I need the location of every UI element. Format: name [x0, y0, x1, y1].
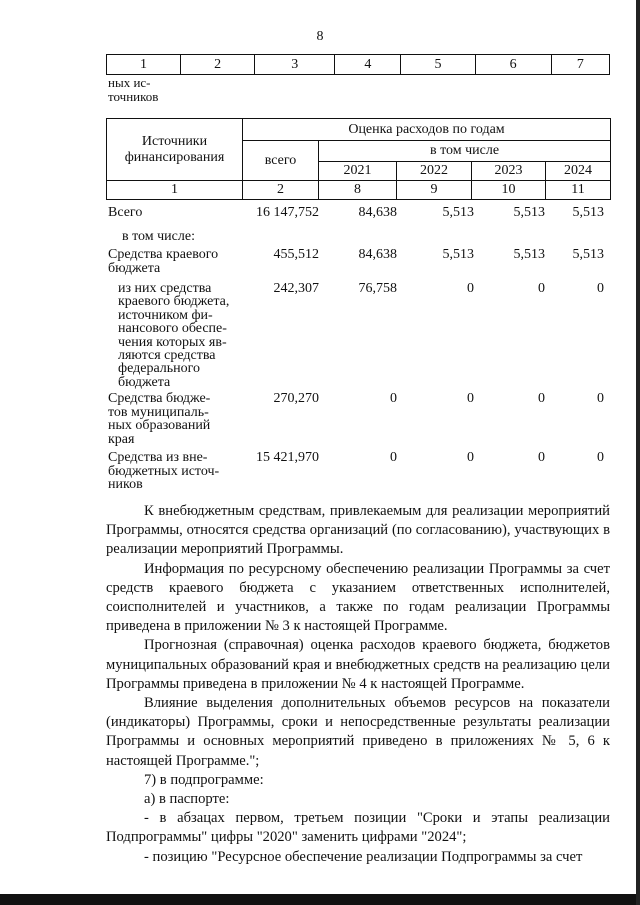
- header-cell: 6: [475, 55, 551, 75]
- finance-table: [106, 118, 611, 200]
- header-cell: 7: [551, 55, 609, 75]
- cell-2023: 5,513: [513, 247, 545, 262]
- header-cell: 5: [401, 55, 475, 75]
- cell-2022: 5,513: [442, 205, 474, 220]
- page-number: 8: [316, 29, 324, 44]
- header-cell: 3: [255, 55, 335, 75]
- col-header-source: Источники финансирования: [107, 119, 243, 181]
- cell-2021: 84,638: [358, 205, 397, 220]
- body-text: [106, 502, 610, 867]
- column-number-header: [106, 54, 610, 75]
- cell-2022: 0: [467, 281, 474, 296]
- row-label: в том числе:: [122, 229, 195, 244]
- paragraph: Прогнозная (справочная) оценка расходов краевого бюджета, бюджетов муниципальных образований края и внебюджетных средств на реализацию цели Программы приведена в приложении № 4 к настоящей Программе.: [106, 637, 610, 692]
- cell-2021: 84,638: [358, 247, 397, 262]
- col-header-year: 2024: [546, 162, 611, 181]
- cell-total: 242,307: [273, 281, 319, 296]
- col-number: 11: [546, 181, 611, 200]
- cell-2024: 0: [597, 450, 604, 465]
- header-cell: 4: [335, 55, 401, 75]
- cell-2024: 5,513: [572, 247, 604, 262]
- col-header-year: 2022: [397, 162, 472, 181]
- row-label: Средства бюдже- тов муниципаль- ных образований края: [108, 391, 211, 447]
- col-header-estimate: Оценка расходов по годам: [243, 119, 611, 141]
- row-label: Средства краевого бюджета: [108, 247, 219, 276]
- paragraph: 7) в подпрограмме:: [144, 771, 264, 788]
- header-cell: 2: [181, 55, 255, 75]
- cell-2021: 76,758: [358, 281, 397, 296]
- cell-2021: 0: [390, 391, 397, 406]
- col-number: 9: [397, 181, 472, 200]
- cell-2022: 0: [467, 450, 474, 465]
- cell-2022: 0: [467, 391, 474, 406]
- cell-total: 455,512: [273, 247, 319, 262]
- cell-2023: 5,513: [513, 205, 545, 220]
- scan-bottom-edge: [0, 894, 640, 905]
- col-header-year: 2023: [472, 162, 546, 181]
- scan-right-edge: [636, 0, 640, 905]
- cell-2024: 0: [597, 391, 604, 406]
- row-label: Всего: [108, 205, 143, 220]
- paragraph: Информация по ресурсному обеспечению реализации Программы за счет средств краевого бюджета с указанием ответственных исполнителей, соисполнителей и участников, а также по годам реализации Программы приведена в приложении № 3 к настоящей Программе.: [106, 560, 610, 635]
- cell-2024: 0: [597, 281, 604, 296]
- cell-2023: 0: [538, 450, 545, 465]
- cell-2024: 5,513: [572, 205, 604, 220]
- row-label: из них средства краевого бюджета, источником фи- нансового обеспе- чения которых яв- ляются средства федерального бюджета: [118, 281, 230, 390]
- col-header-year: 2021: [319, 162, 397, 181]
- cell-2021: 0: [390, 450, 397, 465]
- paragraph: Влияние выделения дополнительных объемов ресурсов на показатели (индикаторы) Программы, сроки и непосредственные результаты реализации Программы и основных мероприятий приведено в приложениях № 5, 6 к настоящей Программе.";: [106, 695, 610, 769]
- col-header-total: всего: [243, 141, 319, 181]
- col-header-including: в том числе: [319, 141, 611, 162]
- continuation-text: ных ис- точников: [108, 75, 159, 104]
- cell-2023: 0: [538, 281, 545, 296]
- header-cell: 1: [107, 55, 181, 75]
- col-number: 10: [472, 181, 546, 200]
- cell-2023: 0: [538, 391, 545, 406]
- paragraph: - позицию "Ресурсное обеспечение реализации Подпрограммы за счет: [144, 848, 583, 865]
- cell-2022: 5,513: [442, 247, 474, 262]
- row-label: Средства из вне- бюджетных источ- ников: [108, 450, 220, 493]
- paragraph: - в абзацах первом, третьем позиции "Сроки и этапы реализации Подпрограммы" цифры "2020" заменить цифрами "2024";: [106, 810, 610, 846]
- cell-total: 270,270: [273, 391, 319, 406]
- col-number: 8: [319, 181, 397, 200]
- col-number: 2: [243, 181, 319, 200]
- paragraph: К внебюджетным средствам, привлекаемым для реализации мероприятий Программы, относятся средства организаций (по согласованию), участвующих в реализации мероприятий Программы.: [106, 503, 610, 558]
- paragraph: а) в паспорте:: [144, 791, 230, 808]
- cell-total: 15 421,970: [256, 450, 319, 465]
- cell-total: 16 147,752: [256, 205, 319, 220]
- col-number: 1: [107, 181, 243, 200]
